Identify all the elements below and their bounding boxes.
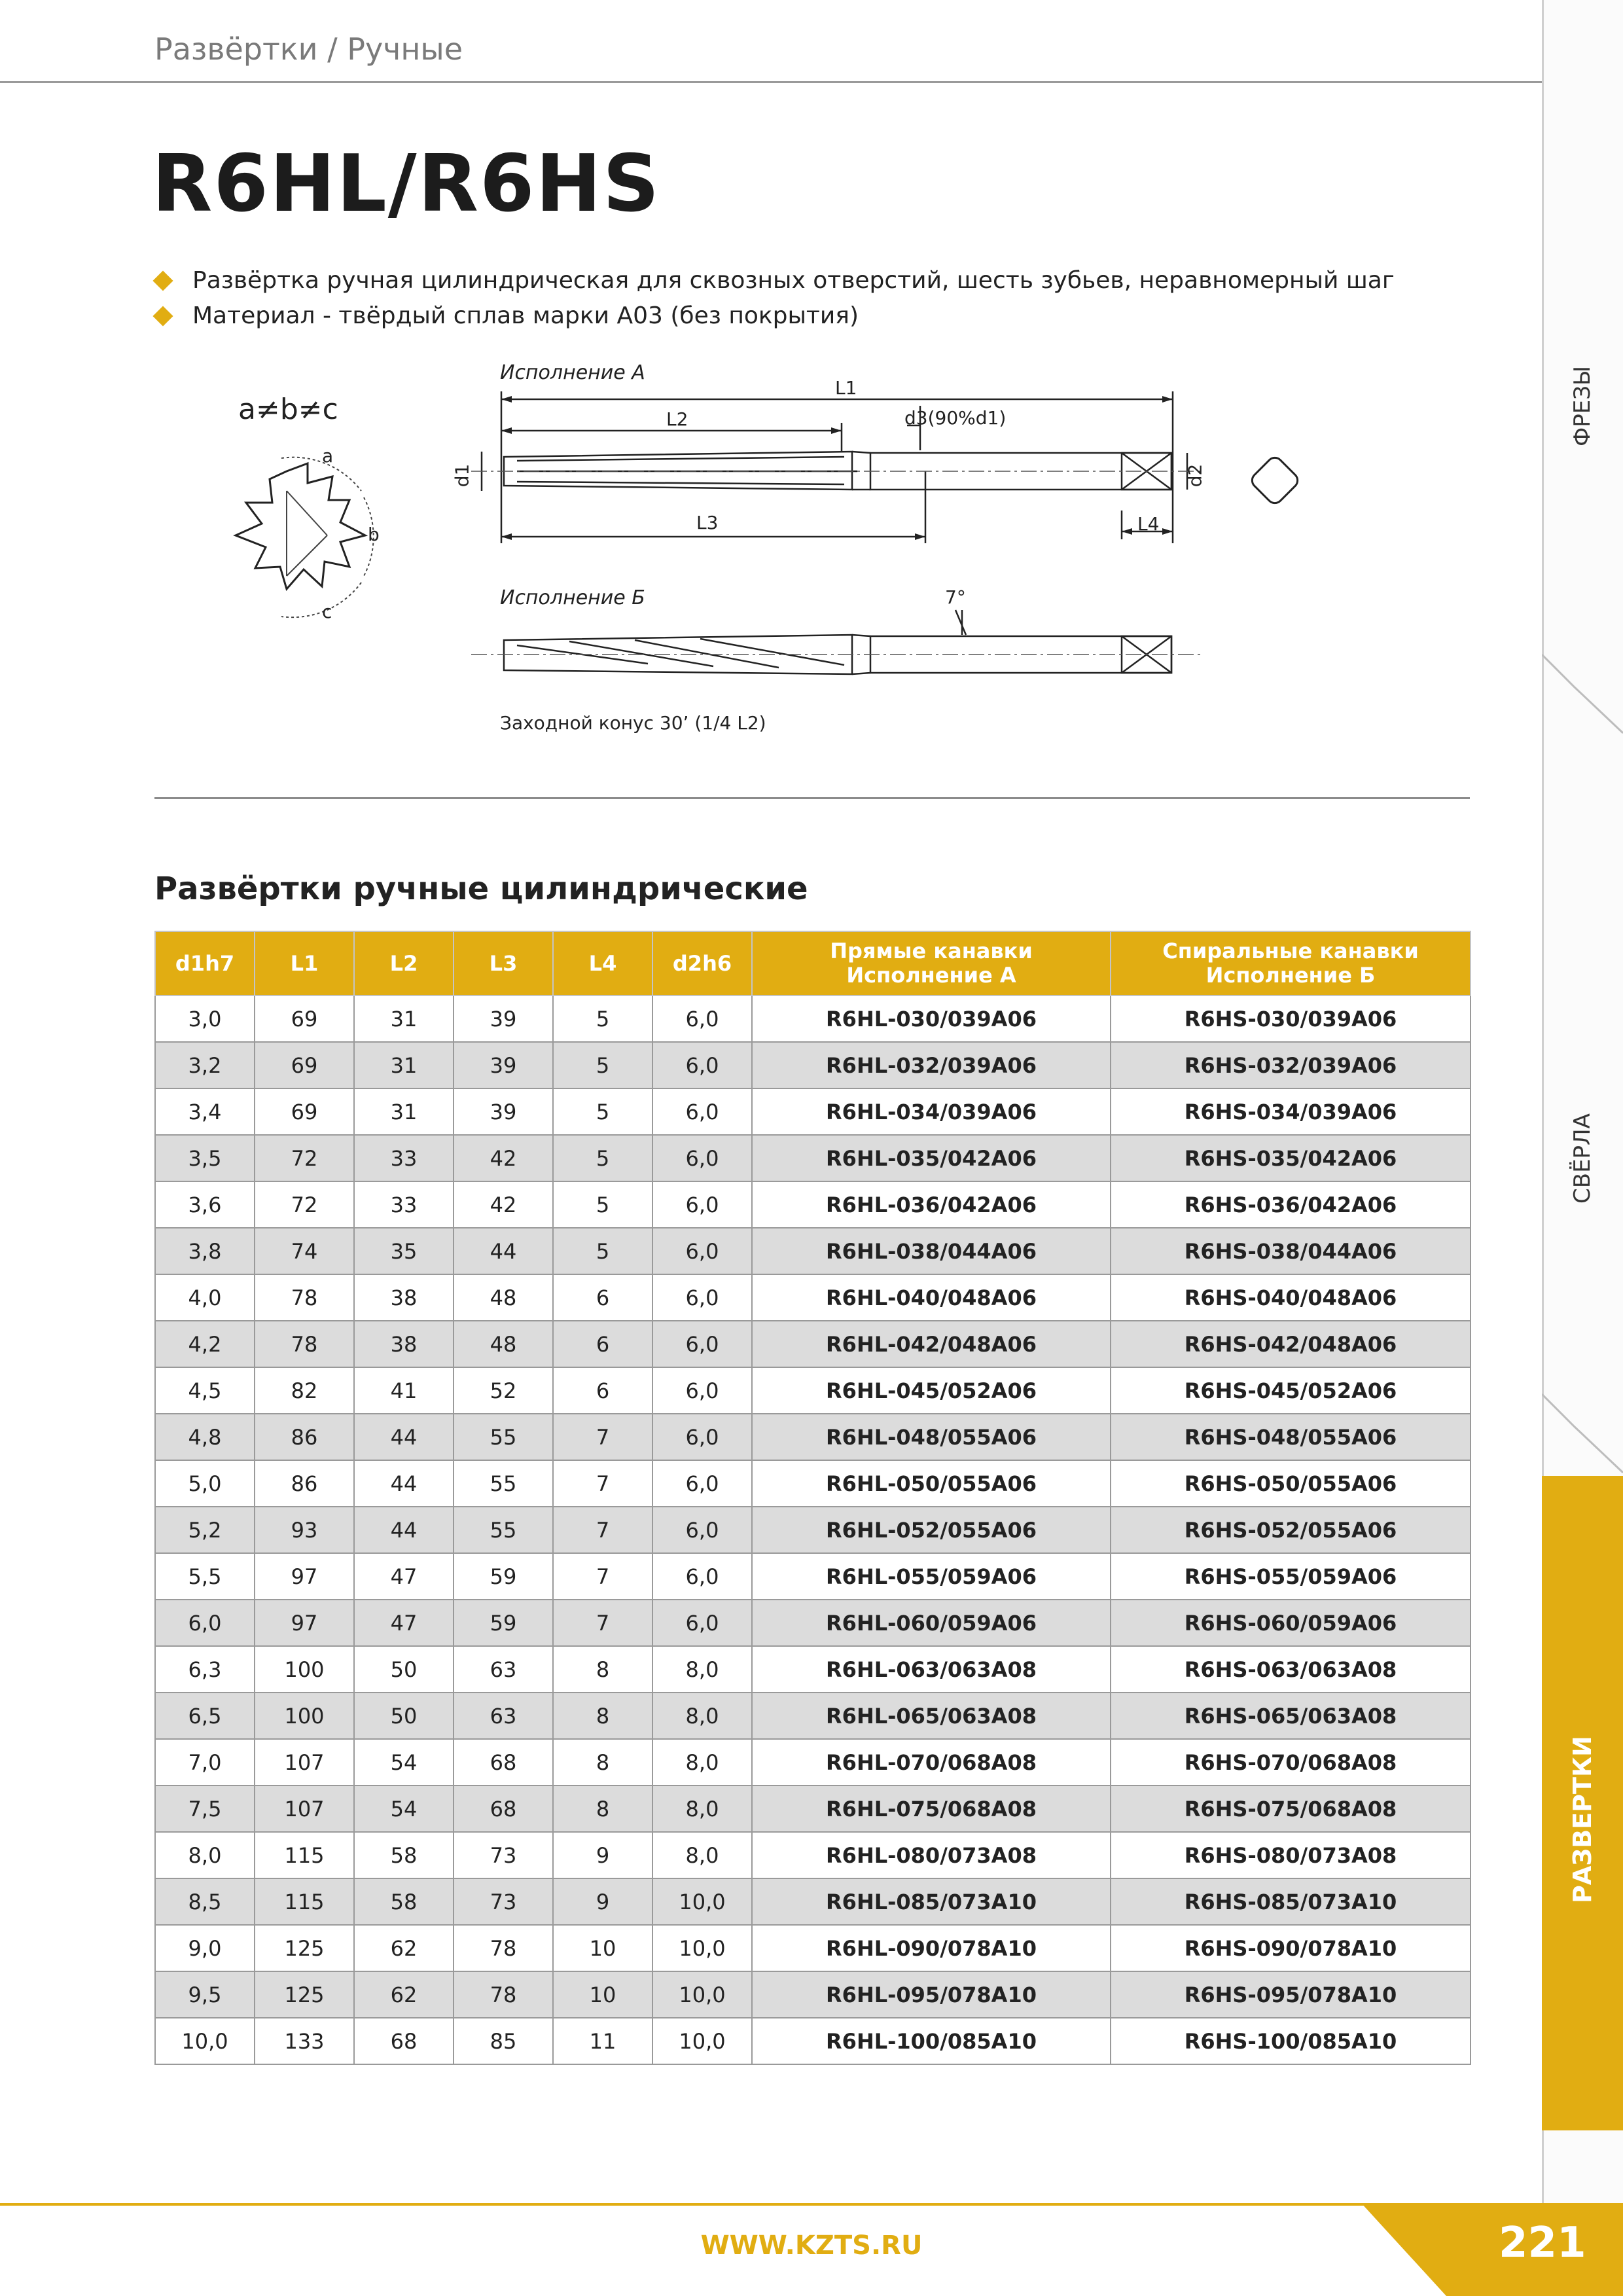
cell-d2h6: 6,0 <box>652 1088 752 1135</box>
cell-l4: 8 <box>553 1693 652 1739</box>
cell-l2: 44 <box>354 1460 454 1507</box>
cell-d1h7: 7,0 <box>155 1739 255 1785</box>
table-body <box>155 996 1471 2064</box>
cell-d2h6: 8,0 <box>652 1785 752 1832</box>
cell-straight-code: R6HL-034/039A06 <box>752 1088 1111 1135</box>
cell-l4: 10 <box>553 1971 652 2018</box>
cell-d1h7: 3,6 <box>155 1181 255 1228</box>
cell-d1h7: 4,8 <box>155 1414 255 1460</box>
cell-d1h7: 3,0 <box>155 996 255 1042</box>
cell-l2: 54 <box>354 1739 454 1785</box>
cell-l3: 39 <box>454 1042 553 1088</box>
cell-d1h7: 8,5 <box>155 1878 255 1925</box>
cell-l3: 42 <box>454 1135 553 1181</box>
cell-l1: 69 <box>255 1088 354 1135</box>
table-row <box>155 1228 1471 1274</box>
tab-frezy[interactable]: ФРЕЗЫ <box>1569 365 1596 446</box>
feature-text: Развёртка ручная цилиндрическая для сквозных отверстий, шесть зубьев, неравномерный шаг <box>192 267 1395 294</box>
reamer-version-b-drawing <box>452 609 1329 700</box>
cell-l4: 7 <box>553 1414 652 1460</box>
cell-d2h6: 8,0 <box>652 1693 752 1739</box>
cell-d1h7: 10,0 <box>155 2018 255 2064</box>
cell-l3: 55 <box>454 1460 553 1507</box>
cell-l2: 35 <box>354 1228 454 1274</box>
cell-l3: 78 <box>454 1971 553 2018</box>
cell-d2h6: 6,0 <box>652 1181 752 1228</box>
cell-l2: 41 <box>354 1367 454 1414</box>
table-row <box>155 1553 1471 1600</box>
cell-l1: 78 <box>255 1321 354 1367</box>
header-divider <box>0 81 1542 83</box>
cell-l4: 9 <box>553 1878 652 1925</box>
cell-l2: 31 <box>354 1088 454 1135</box>
table-row <box>155 1135 1471 1181</box>
dim-label-d1: d1 <box>451 463 473 488</box>
cell-l4: 5 <box>553 1088 652 1135</box>
cell-l3: 48 <box>454 1321 553 1367</box>
cell-l1: 72 <box>255 1181 354 1228</box>
cell-spiral-code: R6HS-095/078A10 <box>1111 1971 1471 2018</box>
table-header-row <box>155 931 1471 996</box>
cell-d2h6: 6,0 <box>652 1367 752 1414</box>
cell-l2: 44 <box>354 1507 454 1553</box>
cell-l1: 115 <box>255 1832 354 1878</box>
cell-l2: 58 <box>354 1878 454 1925</box>
version-a-label: Исполнение А <box>500 361 645 384</box>
cell-l1: 93 <box>255 1507 354 1553</box>
cell-d2h6: 6,0 <box>652 1135 752 1181</box>
version-b-label: Исполнение Б <box>500 586 645 609</box>
cell-l1: 82 <box>255 1367 354 1414</box>
cell-l1: 100 <box>255 1646 354 1693</box>
cell-l3: 59 <box>454 1600 553 1646</box>
table-row <box>155 1181 1471 1228</box>
cell-straight-code: R6HL-045/052A06 <box>752 1367 1111 1414</box>
cell-l2: 31 <box>354 996 454 1042</box>
cell-l1: 125 <box>255 1925 354 1971</box>
col-header-d2h6: d2h6 <box>652 931 752 996</box>
cell-d2h6: 10,0 <box>652 1878 752 1925</box>
cell-l3: 73 <box>454 1878 553 1925</box>
cell-l4: 9 <box>553 1832 652 1878</box>
cell-straight-code: R6HL-030/039A06 <box>752 996 1111 1042</box>
cell-d2h6: 6,0 <box>652 1600 752 1646</box>
cell-l1: 97 <box>255 1553 354 1600</box>
cell-l4: 6 <box>553 1274 652 1321</box>
chamfer-note: Заходной конус 30’ (1/4 L2) <box>500 712 766 734</box>
cell-l3: 68 <box>454 1739 553 1785</box>
cell-d1h7: 3,5 <box>155 1135 255 1181</box>
cell-straight-code: R6HL-040/048A06 <box>752 1274 1111 1321</box>
table-row <box>155 1785 1471 1832</box>
table-row <box>155 1367 1471 1414</box>
dim-label-d2: d2 <box>1184 463 1206 488</box>
cell-straight-code: R6HL-075/068A08 <box>752 1785 1111 1832</box>
footer-divider <box>0 2203 1542 2206</box>
cell-l3: 55 <box>454 1507 553 1553</box>
cell-l3: 39 <box>454 1088 553 1135</box>
cell-straight-code: R6HL-095/078A10 <box>752 1971 1111 2018</box>
cell-l4: 8 <box>553 1646 652 1693</box>
cell-straight-code: R6HL-048/055A06 <box>752 1414 1111 1460</box>
col-header-d1h7: d1h7 <box>155 931 255 996</box>
cell-l3: 59 <box>454 1553 553 1600</box>
cell-l4: 5 <box>553 1181 652 1228</box>
cell-d1h7: 9,0 <box>155 1925 255 1971</box>
breadcrumb: Развёртки / Ручные <box>154 31 463 67</box>
cell-straight-code: R6HL-032/039A06 <box>752 1042 1111 1088</box>
cell-d1h7: 5,2 <box>155 1507 255 1553</box>
cell-straight-code: R6HL-055/059A06 <box>752 1553 1111 1600</box>
cell-l2: 38 <box>354 1274 454 1321</box>
page-number: 221 <box>1499 2219 1586 2267</box>
cell-l1: 69 <box>255 996 354 1042</box>
cell-l1: 115 <box>255 1878 354 1925</box>
col-header-l4: L4 <box>553 931 652 996</box>
cell-spiral-code: R6HS-034/039A06 <box>1111 1088 1471 1135</box>
angle-label: 7° <box>945 586 966 608</box>
cell-l4: 8 <box>553 1785 652 1832</box>
square-shank-section <box>1243 449 1306 512</box>
cell-l1: 72 <box>255 1135 354 1181</box>
cell-d1h7: 8,0 <box>155 1832 255 1878</box>
cell-d1h7: 3,8 <box>155 1228 255 1274</box>
cell-d1h7: 6,0 <box>155 1600 255 1646</box>
pitch-note: a≠b≠c <box>238 393 338 426</box>
cell-l1: 86 <box>255 1414 354 1460</box>
table-row <box>155 1460 1471 1507</box>
cell-l1: 107 <box>255 1739 354 1785</box>
cell-d2h6: 6,0 <box>652 996 752 1042</box>
cell-spiral-code: R6HS-042/048A06 <box>1111 1321 1471 1367</box>
cell-d2h6: 10,0 <box>652 1971 752 2018</box>
section-divider <box>154 797 1470 799</box>
col-header-spiral: Спиральные канавки Исполнение Б <box>1111 931 1471 996</box>
cell-d1h7: 4,0 <box>155 1274 255 1321</box>
cell-straight-code: R6HL-042/048A06 <box>752 1321 1111 1367</box>
table-row <box>155 1832 1471 1878</box>
cell-l3: 44 <box>454 1228 553 1274</box>
cell-l4: 6 <box>553 1321 652 1367</box>
cell-d2h6: 6,0 <box>652 1042 752 1088</box>
cell-l1: 78 <box>255 1274 354 1321</box>
cell-d1h7: 7,5 <box>155 1785 255 1832</box>
table-row <box>155 1414 1471 1460</box>
cell-d2h6: 6,0 <box>652 1507 752 1553</box>
cell-d1h7: 6,5 <box>155 1693 255 1739</box>
cell-d1h7: 5,5 <box>155 1553 255 1600</box>
table-row <box>155 1971 1471 2018</box>
col-header-l2: L2 <box>354 931 454 996</box>
cell-l4: 5 <box>553 1135 652 1181</box>
dim-label-l1: L1 <box>835 377 857 399</box>
table-row <box>155 1507 1471 1553</box>
cell-l4: 7 <box>553 1600 652 1646</box>
cell-spiral-code: R6HS-048/055A06 <box>1111 1414 1471 1460</box>
cell-d1h7: 3,2 <box>155 1042 255 1088</box>
tab-razvertki[interactable]: РАЗВЕРТКИ <box>1568 1736 1597 1903</box>
site-url-link[interactable]: WWW.KZTS.RU <box>700 2231 923 2261</box>
cell-straight-code: R6HL-060/059A06 <box>752 1600 1111 1646</box>
cell-straight-code: R6HL-070/068A08 <box>752 1739 1111 1785</box>
cell-spiral-code: R6HS-052/055A06 <box>1111 1507 1471 1553</box>
cell-spiral-code: R6HS-050/055A06 <box>1111 1460 1471 1507</box>
cell-l2: 47 <box>354 1553 454 1600</box>
cell-straight-code: R6HL-090/078A10 <box>752 1925 1111 1971</box>
cell-d2h6: 6,0 <box>652 1321 752 1367</box>
cell-l3: 55 <box>454 1414 553 1460</box>
table-row <box>155 2018 1471 2064</box>
cell-spiral-code: R6HS-055/059A06 <box>1111 1553 1471 1600</box>
cell-straight-code: R6HL-085/073A10 <box>752 1878 1111 1925</box>
cell-l3: 42 <box>454 1181 553 1228</box>
cell-l1: 86 <box>255 1460 354 1507</box>
cell-spiral-code: R6HS-090/078A10 <box>1111 1925 1471 1971</box>
col-header-straight: Прямые канавки Исполнение А <box>752 931 1111 996</box>
cell-d1h7: 9,5 <box>155 1971 255 2018</box>
table-row <box>155 1321 1471 1367</box>
tab-sverla[interactable]: СВЁРЛА <box>1569 1113 1596 1204</box>
pitch-label-a: a <box>322 445 334 467</box>
cell-l2: 47 <box>354 1600 454 1646</box>
cell-spiral-code: R6HS-063/063A08 <box>1111 1646 1471 1693</box>
cell-straight-code: R6HL-038/044A06 <box>752 1228 1111 1274</box>
cell-straight-code: R6HL-036/042A06 <box>752 1181 1111 1228</box>
cell-spiral-code: R6HS-040/048A06 <box>1111 1274 1471 1321</box>
table-row <box>155 1739 1471 1785</box>
cell-l1: 107 <box>255 1785 354 1832</box>
cell-l3: 73 <box>454 1832 553 1878</box>
cell-l3: 39 <box>454 996 553 1042</box>
cell-spiral-code: R6HS-030/039A06 <box>1111 996 1471 1042</box>
cell-l2: 44 <box>354 1414 454 1460</box>
cell-l2: 62 <box>354 1925 454 1971</box>
cell-d2h6: 6,0 <box>652 1460 752 1507</box>
table-row <box>155 1274 1471 1321</box>
cell-l3: 68 <box>454 1785 553 1832</box>
page-title: R6HL/R6HS <box>152 139 661 230</box>
cell-straight-code: R6HL-100/085A10 <box>752 2018 1111 2064</box>
cell-l3: 48 <box>454 1274 553 1321</box>
cell-spiral-code: R6HS-060/059A06 <box>1111 1600 1471 1646</box>
table-row <box>155 1600 1471 1646</box>
cell-l3: 78 <box>454 1925 553 1971</box>
cell-spiral-code: R6HS-036/042A06 <box>1111 1181 1471 1228</box>
cell-straight-code: R6HL-050/055A06 <box>752 1460 1111 1507</box>
cell-spiral-code: R6HS-035/042A06 <box>1111 1135 1471 1181</box>
table-row <box>155 996 1471 1042</box>
cell-d2h6: 6,0 <box>652 1274 752 1321</box>
table-row <box>155 1646 1471 1693</box>
cell-spiral-code: R6HS-075/068A08 <box>1111 1785 1471 1832</box>
cell-spiral-code: R6HS-080/073A08 <box>1111 1832 1471 1878</box>
cell-l3: 63 <box>454 1693 553 1739</box>
cell-l1: 97 <box>255 1600 354 1646</box>
cell-l4: 10 <box>553 1925 652 1971</box>
cell-l2: 33 <box>354 1181 454 1228</box>
cell-l2: 50 <box>354 1646 454 1693</box>
cell-l2: 33 <box>354 1135 454 1181</box>
table-row <box>155 1878 1471 1925</box>
diamond-bullet-icon <box>152 306 173 326</box>
feature-text: Материал - твёрдый сплав марки A03 (без покрытия) <box>192 302 859 329</box>
cell-d1h7: 4,5 <box>155 1367 255 1414</box>
cell-l1: 69 <box>255 1042 354 1088</box>
cell-l4: 11 <box>553 2018 652 2064</box>
feature-bullet <box>156 267 1395 294</box>
cell-spiral-code: R6HS-070/068A08 <box>1111 1739 1471 1785</box>
cell-straight-code: R6HL-065/063A08 <box>752 1693 1111 1739</box>
dim-label-d3: d3(90%d1) <box>904 407 1007 429</box>
cell-l1: 74 <box>255 1228 354 1274</box>
diamond-bullet-icon <box>152 270 173 291</box>
cell-d2h6: 8,0 <box>652 1832 752 1878</box>
cell-d1h7: 4,2 <box>155 1321 255 1367</box>
cell-d1h7: 5,0 <box>155 1460 255 1507</box>
table-row <box>155 1088 1471 1135</box>
spec-table <box>154 931 1471 2065</box>
cell-l1: 133 <box>255 2018 354 2064</box>
cell-d1h7: 3,4 <box>155 1088 255 1135</box>
feature-bullet <box>156 302 859 329</box>
pitch-label-c: c <box>322 601 332 622</box>
cell-d2h6: 6,0 <box>652 1414 752 1460</box>
cell-l3: 85 <box>454 2018 553 2064</box>
cell-l4: 7 <box>553 1507 652 1553</box>
cell-straight-code: R6HL-035/042A06 <box>752 1135 1111 1181</box>
cell-spiral-code: R6HS-100/085A10 <box>1111 2018 1471 2064</box>
table-row <box>155 1925 1471 1971</box>
col-header-l3: L3 <box>454 931 553 996</box>
cell-l2: 62 <box>354 1971 454 2018</box>
cell-d2h6: 8,0 <box>652 1739 752 1785</box>
cell-l2: 68 <box>354 2018 454 2064</box>
cell-l2: 31 <box>354 1042 454 1088</box>
table-row <box>155 1042 1471 1088</box>
cell-d2h6: 8,0 <box>652 1646 752 1693</box>
cell-d2h6: 10,0 <box>652 2018 752 2064</box>
cell-l2: 50 <box>354 1693 454 1739</box>
cell-l1: 125 <box>255 1971 354 2018</box>
dim-label-l2: L2 <box>666 408 688 430</box>
cell-spiral-code: R6HS-065/063A08 <box>1111 1693 1471 1739</box>
cell-straight-code: R6HL-063/063A08 <box>752 1646 1111 1693</box>
dim-label-l4: L4 <box>1137 513 1160 535</box>
cell-l2: 58 <box>354 1832 454 1878</box>
cell-straight-code: R6HL-080/073A08 <box>752 1832 1111 1878</box>
cell-spiral-code: R6HS-032/039A06 <box>1111 1042 1471 1088</box>
section-title: Развёртки ручные цилиндрические <box>154 870 808 907</box>
cell-l2: 38 <box>354 1321 454 1367</box>
cell-l4: 7 <box>553 1553 652 1600</box>
cell-d1h7: 6,3 <box>155 1646 255 1693</box>
cell-d2h6: 10,0 <box>652 1925 752 1971</box>
cell-d2h6: 6,0 <box>652 1228 752 1274</box>
table-row <box>155 1693 1471 1739</box>
col-header-l1: L1 <box>255 931 354 996</box>
cell-straight-code: R6HL-052/055A06 <box>752 1507 1111 1553</box>
cell-d2h6: 6,0 <box>652 1553 752 1600</box>
cell-l4: 5 <box>553 996 652 1042</box>
cell-l2: 54 <box>354 1785 454 1832</box>
cell-l4: 5 <box>553 1228 652 1274</box>
cell-l1: 100 <box>255 1693 354 1739</box>
cell-l3: 52 <box>454 1367 553 1414</box>
cell-l3: 63 <box>454 1646 553 1693</box>
cell-spiral-code: R6HS-045/052A06 <box>1111 1367 1471 1414</box>
cell-spiral-code: R6HS-085/073A10 <box>1111 1878 1471 1925</box>
cell-l4: 7 <box>553 1460 652 1507</box>
cell-spiral-code: R6HS-038/044A06 <box>1111 1228 1471 1274</box>
pitch-label-b: b <box>368 524 380 545</box>
dim-label-l3: L3 <box>696 512 719 533</box>
cell-l4: 6 <box>553 1367 652 1414</box>
cell-l4: 8 <box>553 1739 652 1785</box>
cell-l4: 5 <box>553 1042 652 1088</box>
